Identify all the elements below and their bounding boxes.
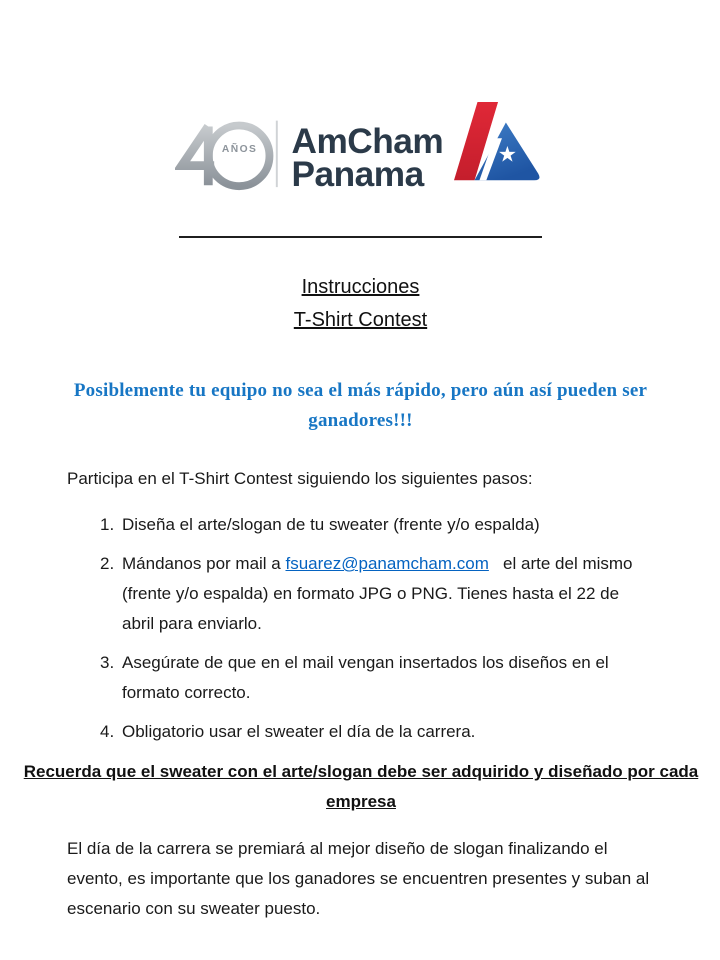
step-number: 2. — [100, 554, 115, 573]
doc-title-line2: T-Shirt Contest — [293, 309, 428, 331]
step-text: Obligatorio usar el sweater el día de la carrera. — [122, 722, 476, 741]
step-text: Asegúrate de que en el mail vengan insertados los diseños en el formato correcto. — [122, 653, 614, 702]
anos-label: AÑOS — [221, 143, 257, 155]
step-text: Mándanos por mail a — [122, 554, 286, 573]
banner-text: Posiblemente tu equipo no sea el más rápido, pero aún así pueden ser ganadores!!! — [73, 380, 648, 431]
list-item — [100, 510, 654, 540]
step-text: Diseña el arte/slogan de tu sweater (frente y/o espalda) — [122, 515, 540, 534]
email-link[interactable]: fsuarez@panamcham.com — [285, 554, 489, 573]
numeral-0-ring — [208, 125, 269, 186]
doc-title-line1: Instrucciones — [301, 276, 420, 298]
closing-text: El día de la carrera se premiará al mejor diseño de slogan finalizando el evento, es importante que los ganadores se encuentren presentes y suban al escenario con su sweater puesto. — [67, 839, 650, 918]
step-number: 4. — [100, 722, 115, 741]
step-number: 3. — [100, 653, 115, 672]
list-item — [100, 648, 654, 708]
amcham-panama-logo — [175, 98, 547, 198]
star-icon: ★ — [497, 142, 517, 167]
org-name-line1: AmCham — [290, 121, 443, 161]
reminder-text: Recuerda que el sweater con el arte/slogan debe ser adquirido y diseñado por cada empresa — [23, 762, 699, 811]
list-item — [100, 717, 654, 747]
step-number: 1. — [100, 515, 115, 534]
horizontal-divider — [179, 236, 542, 238]
org-name-line2: Panama — [290, 155, 424, 195]
steps-list — [67, 510, 654, 747]
list-item — [100, 549, 654, 639]
step-text: el arte del mismo (frente y/o espalda) en formato JPG o PNG. Tienes hasta el 22 de abril para enviarlo. — [122, 554, 638, 633]
intro-text: Participa en el T-Shirt Contest siguiendo los siguientes pasos: — [67, 469, 533, 488]
